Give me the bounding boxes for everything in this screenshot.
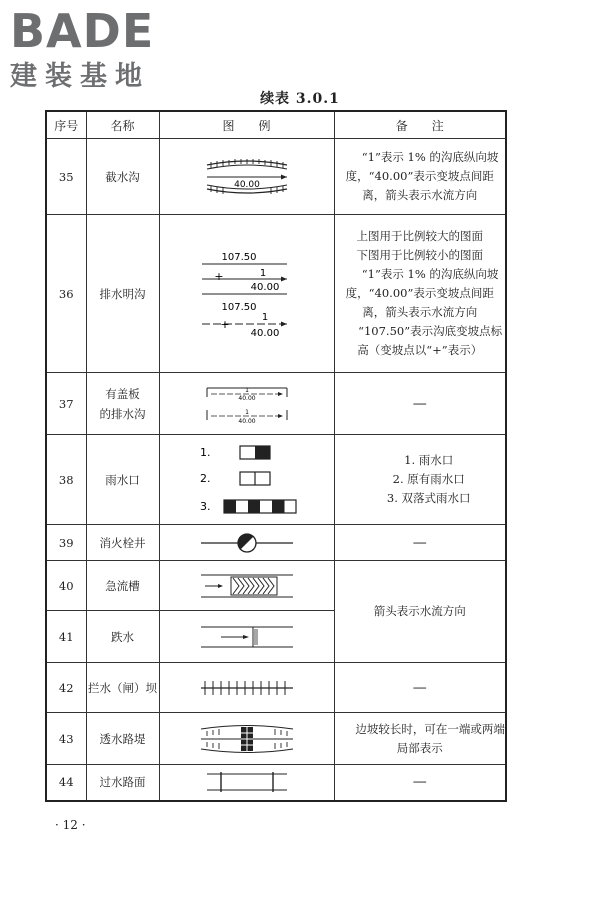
header-seq: 序号 xyxy=(46,111,86,139)
symbol-num-3: 3. xyxy=(199,499,210,513)
figure-cell xyxy=(159,611,334,663)
header-name: 名称 xyxy=(86,111,159,139)
row-seq: 37 xyxy=(46,373,86,435)
slope-lower: 1 xyxy=(261,311,268,323)
row-seq: 35 xyxy=(46,139,86,215)
table-row xyxy=(46,435,506,525)
figure-cell xyxy=(159,373,334,435)
row-seq: 44 xyxy=(46,765,86,801)
logo-text-cn: 建装基地 xyxy=(10,61,150,92)
table-row xyxy=(46,525,506,561)
table-row xyxy=(46,765,506,801)
slope-upper: 1 xyxy=(244,386,249,394)
permeable-embankment-symbol xyxy=(187,721,307,757)
row-seq: 41 xyxy=(46,611,86,663)
table-row xyxy=(46,373,506,435)
table-row xyxy=(46,713,506,765)
row-seq: 39 xyxy=(46,525,86,561)
symbol-num-2: 2. xyxy=(199,471,210,485)
svg-text:+: + xyxy=(213,269,224,283)
slope-lower: 1 xyxy=(244,408,249,416)
distance-upper: 40.00 xyxy=(237,394,256,402)
table-header-row xyxy=(46,111,506,139)
svg-text:+: + xyxy=(219,317,230,331)
page-number: · 12 · xyxy=(55,818,86,832)
row-name: 雨水口 xyxy=(86,435,159,525)
figure-cell xyxy=(159,765,334,801)
row-name: 排水明沟 xyxy=(86,215,159,373)
ford-crossing-symbol xyxy=(187,768,307,796)
weir-dam-symbol xyxy=(187,676,307,700)
figure-cell xyxy=(159,663,334,713)
table-row xyxy=(46,663,506,713)
shared-note: 箭头表示水流方向 xyxy=(334,561,506,663)
rain-inlet-symbols xyxy=(182,440,312,520)
row-name: 拦水（闸）坝 xyxy=(86,663,159,713)
logo xyxy=(10,6,154,94)
row-note: “1”表示 1% 的沟底纵向坡度，“40.00”表示变坡点间距离，箭头表示水流方向 xyxy=(334,139,506,215)
row-note: 边坡较长时，可在一端或两端局部表示 xyxy=(334,713,506,765)
logo-text-en: BADE xyxy=(10,4,155,58)
distance-lower: 40.00 xyxy=(250,327,279,339)
table-row xyxy=(46,561,506,611)
intercepting-ditch-symbol xyxy=(187,155,307,199)
row-name: 消火栓井 xyxy=(86,525,159,561)
covered-drain-symbol xyxy=(187,382,307,426)
row-note: — xyxy=(334,525,506,561)
symbol-num-1: 1. xyxy=(199,445,210,459)
row-note: — xyxy=(334,663,506,713)
row-note: — xyxy=(334,373,506,435)
header-figure: 图 例 xyxy=(159,111,334,139)
open-drain-symbol xyxy=(177,248,317,340)
row-seq: 38 xyxy=(46,435,86,525)
table-row xyxy=(46,215,506,373)
distance-lower: 40.00 xyxy=(237,417,256,425)
figure-cell xyxy=(159,713,334,765)
table-caption: 续表 3.0.1 xyxy=(260,91,340,107)
distance-upper: 40.00 xyxy=(250,281,279,293)
row-name: 透水路堤 xyxy=(86,713,159,765)
drop-structure-symbol xyxy=(187,622,307,652)
table-row xyxy=(46,139,506,215)
row-seq: 40 xyxy=(46,561,86,611)
row-seq: 43 xyxy=(46,713,86,765)
row-name: 截水沟 xyxy=(86,139,159,215)
row-name: 有盖板 的排水沟 xyxy=(86,373,159,435)
row-seq: 36 xyxy=(46,215,86,373)
row-note: 1. 雨水口 2. 原有雨水口 3. 双落式雨水口 xyxy=(334,435,506,525)
chute-symbol xyxy=(187,571,307,601)
figure-cell xyxy=(159,139,334,215)
elevation-upper: 107.50 xyxy=(221,251,256,263)
row-note: — xyxy=(334,765,506,801)
legend-table xyxy=(45,110,507,802)
figure-cell xyxy=(159,561,334,611)
header-note: 备 注 xyxy=(334,111,506,139)
row-name: 跌水 xyxy=(86,611,159,663)
row-note: 上图用于比例较大的图面 下图用于比例较小的图面 “1”表示 1% 的沟底纵向坡度，“40.00”表示变坡点间距离，箭头表示水流方向 “107.50”表示沟底变坡点标高（变坡点以“+”表示） xyxy=(334,215,506,373)
row-name: 过水路面 xyxy=(86,765,159,801)
figure-cell xyxy=(159,435,334,525)
fire-hydrant-well-symbol xyxy=(187,531,307,555)
figure-cell xyxy=(159,215,334,373)
row-seq: 42 xyxy=(46,663,86,713)
elevation-lower: 107.50 xyxy=(221,301,256,313)
distance-label: 40.00 xyxy=(233,179,260,190)
slope-upper: 1 xyxy=(259,267,266,279)
figure-cell xyxy=(159,525,334,561)
row-name: 急流槽 xyxy=(86,561,159,611)
